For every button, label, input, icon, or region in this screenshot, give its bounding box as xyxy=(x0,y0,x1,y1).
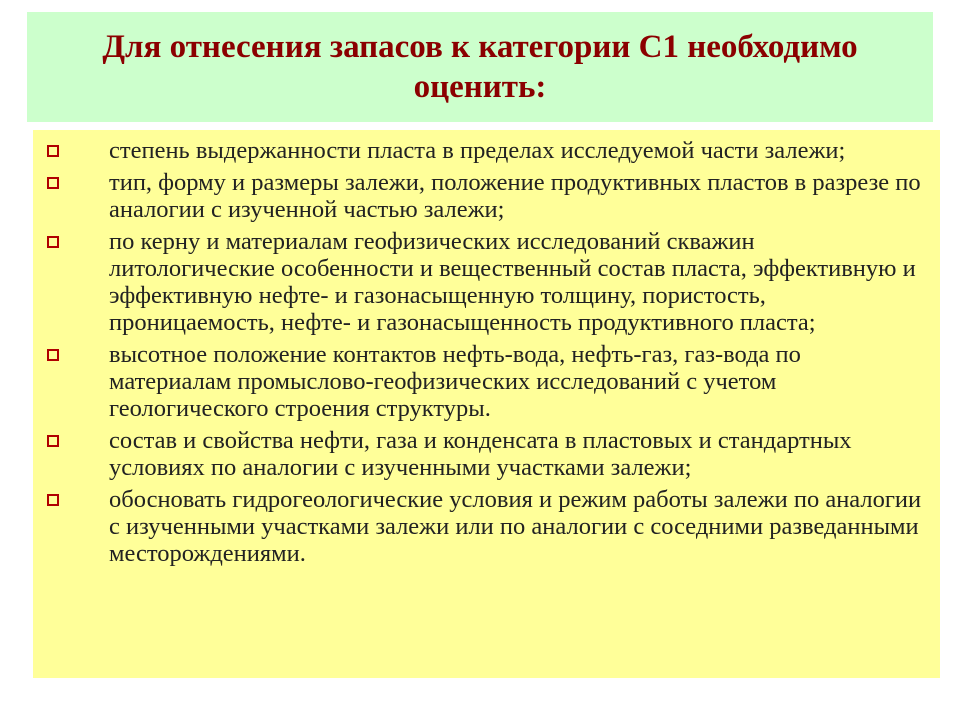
content-panel xyxy=(33,130,940,678)
list-item-text: высотное положение контактов нефть-вода, нефть-газ, газ-вода по материалам промыслово-геофизических исследований с учетом геологического строения структуры. xyxy=(109,341,801,422)
hollow-square-icon xyxy=(47,494,59,506)
hollow-square-icon xyxy=(47,435,59,447)
list-item xyxy=(33,341,940,422)
bullet-list xyxy=(33,130,940,567)
list-item xyxy=(33,486,940,567)
list-item xyxy=(33,427,940,481)
list-item xyxy=(33,228,940,336)
slide-title: Для отнесения запасов к категории С1 необходимо оценить: xyxy=(102,29,858,105)
hollow-square-icon xyxy=(47,145,59,157)
hollow-square-icon xyxy=(47,349,59,361)
hollow-square-icon xyxy=(47,236,59,248)
hollow-square-icon xyxy=(47,177,59,189)
title-banner xyxy=(27,12,933,122)
list-item xyxy=(33,137,940,164)
list-item-text: тип, форму и размеры залежи, положение продуктивных пластов в разрезе по аналогии с изученной частью залежи; xyxy=(109,169,921,223)
list-item xyxy=(33,169,940,223)
list-item-text: обосновать гидрогеологические условия и режим работы залежи по аналогии с изученными участками залежи или по аналогии с соседними разведанными месторождениями. xyxy=(109,486,922,567)
list-item-text: по керну и материалам геофизических исследований скважин литологические особенности и вещественный состав пласта, эффективную и эффективную нефте- и газонасыщенную толщину, пористость, проницаемость, нефте- и газонасыщенность продуктивного пласта; xyxy=(109,228,916,336)
list-item-text: степень выдержанности пласта в пределах исследуемой части залежи; xyxy=(109,137,846,164)
list-item-text: состав и свойства нефти, газа и конденсата в пластовых и стандартных условиях по аналогии с изученными участками залежи; xyxy=(109,427,852,481)
